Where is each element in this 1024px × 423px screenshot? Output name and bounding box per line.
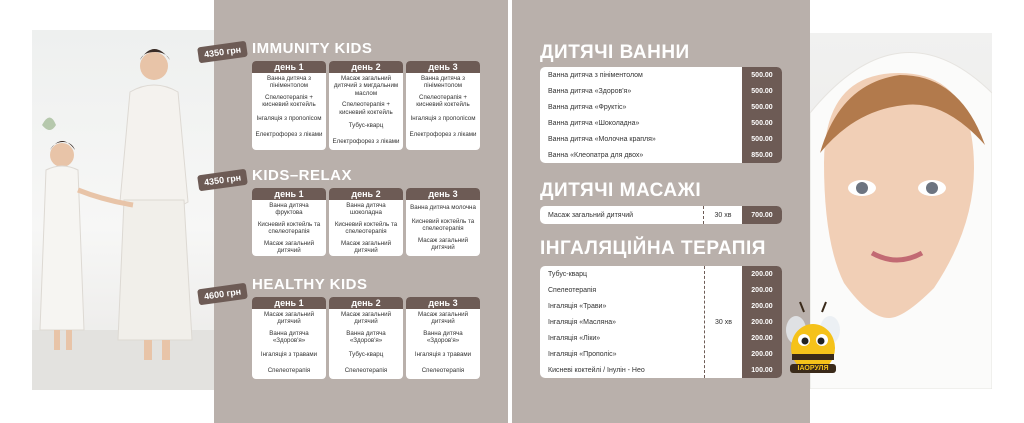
day-item: Ванна дитяча фруктова — [269, 202, 309, 217]
mascot-label: ІАОРУЛЯ — [790, 364, 836, 373]
day-item: Масаж загальний дитячий — [340, 239, 392, 255]
immunity-days — [252, 61, 480, 150]
price-row — [540, 314, 704, 330]
day-item: Інгаляція з прополісом — [410, 114, 476, 122]
day-label: день 2 — [329, 188, 403, 200]
price-row — [742, 346, 782, 362]
service-name: Спелеотерапія — [548, 286, 597, 294]
day-item: Спелеотерапія + кисневий коктейль — [339, 101, 393, 116]
service-name: Ванна дитяча «Фруктіс» — [548, 103, 627, 111]
mother-child-photo — [32, 30, 214, 390]
service-name: Ванна дитяча «Здоров'я» — [548, 87, 632, 95]
service-name: Ванна «Клеопатра для двох» — [548, 151, 644, 159]
price-row — [540, 131, 782, 147]
price-row — [540, 67, 782, 83]
baths-title: ДИТЯЧІ ВАННИ — [540, 42, 690, 63]
service-name: Інгаляція «Трави» — [548, 302, 607, 310]
day-item: Інгаляція з прополісом — [256, 114, 322, 122]
price-row — [540, 330, 704, 346]
price-row — [540, 362, 704, 378]
day-item: Тубус-кварц — [348, 350, 384, 358]
price-row — [540, 282, 704, 298]
day-item: Масаж загальний дитячий — [417, 311, 469, 326]
price-row — [742, 266, 782, 282]
healthy-days — [252, 297, 480, 379]
day-item: Спелеотерапія — [267, 366, 311, 374]
day-item: Інгаляція з травами — [414, 350, 472, 358]
bee-mascot — [784, 298, 842, 388]
service-duration: 30 хв — [714, 211, 732, 219]
service-name: Масаж загальний дитячий — [548, 211, 634, 219]
price-row — [540, 83, 782, 99]
day-item: Спелеотерапія + кисневий коктейль — [262, 93, 316, 109]
relax-day-2 — [329, 188, 403, 256]
relax-days — [252, 188, 480, 256]
service-name: Інгаляція «Ліки» — [548, 334, 601, 342]
relax-title: KIDS–RELAX — [252, 167, 353, 184]
service-price: 700.00 — [742, 206, 782, 224]
price-row — [540, 346, 704, 362]
service-price: 500.00 — [742, 67, 782, 83]
relax-day-1 — [252, 188, 326, 256]
price-row — [742, 282, 782, 298]
service-price: 500.00 — [742, 115, 782, 131]
price-row — [540, 298, 704, 314]
price-row — [742, 314, 782, 330]
price-row — [742, 330, 782, 346]
price-row — [742, 298, 782, 314]
day-label: день 3 — [406, 61, 480, 73]
service-price: 200.00 — [742, 298, 782, 314]
day-item: Масаж загальний дитячий — [417, 236, 469, 252]
massage-title: ДИТЯЧІ МАСАЖІ — [540, 180, 702, 201]
day-item: Спелеотерапія — [421, 366, 465, 374]
healthy-day-3 — [406, 297, 480, 379]
price-row — [540, 147, 782, 163]
day-item: Спелеотерапія — [344, 366, 388, 374]
massage-list — [540, 206, 782, 224]
service-name: Інгаляція «Масляна» — [548, 318, 617, 326]
day-item: Ванна дитяча «Здоров'я» — [423, 329, 463, 345]
price-row — [540, 266, 704, 282]
inhalation-duration: 30 хв — [704, 266, 742, 378]
day-item: Ванна дитяча молочна — [410, 204, 476, 212]
service-name: Ванна дитяча з пініментолом — [548, 71, 643, 79]
price-row — [742, 362, 782, 378]
service-name: Ванна дитяча «Шоколадна» — [548, 119, 640, 127]
mother-child-illustration — [32, 30, 214, 390]
day-item: Кисневий коктейль та спелеотерапія — [411, 218, 475, 233]
day-label: день 3 — [406, 188, 480, 200]
day-label: день 2 — [329, 297, 403, 309]
day-item: Інгаляція з травами — [260, 350, 318, 358]
inhalation-list — [540, 266, 782, 378]
service-price: 100.00 — [742, 362, 782, 378]
price-row — [540, 99, 782, 115]
day-label: день 1 — [252, 61, 326, 73]
healthy-price-tag: 4600 грн — [197, 283, 248, 306]
immunity-day-1 — [252, 61, 326, 150]
healthy-day-1 — [252, 297, 326, 379]
service-name: Ванна дитяча «Молочна крапля» — [548, 135, 656, 143]
service-price: 200.00 — [742, 282, 782, 298]
service-price: 200.00 — [742, 346, 782, 362]
immunity-day-3 — [406, 61, 480, 150]
day-label: день 1 — [252, 188, 326, 200]
day-item: Ванна дитяча «Здоров'я» — [346, 329, 386, 345]
day-label: день 2 — [329, 61, 403, 73]
service-price: 200.00 — [742, 330, 782, 346]
day-item: Ванна дитяча з пініментолом — [420, 75, 466, 90]
day-item: Електрофорез з ліками — [409, 130, 477, 138]
day-label: день 1 — [252, 297, 326, 309]
immunity-day-2 — [329, 61, 403, 150]
service-price: 200.00 — [742, 266, 782, 282]
service-name: Інгаляція «Прополіс» — [548, 350, 617, 358]
baths-list — [540, 67, 782, 163]
service-name: Кисневі коктейлі / Інулін - Нео — [548, 366, 645, 374]
day-item: Електрофорез з ліками — [255, 130, 323, 138]
service-price: 500.00 — [742, 83, 782, 99]
price-row — [540, 115, 782, 131]
day-label: день 3 — [406, 297, 480, 309]
day-item: Кисневий коктейль та спелеотерапія — [257, 220, 321, 236]
inhalation-names — [540, 266, 704, 378]
day-item: Масаж загальний дитячий — [263, 239, 315, 255]
healthy-title: HEALTHY KIDS — [252, 276, 368, 293]
price-row — [540, 206, 782, 224]
bee-icon — [784, 298, 842, 388]
healthy-day-2 — [329, 297, 403, 379]
inhalation-title: ІНГАЛЯЦІЙНА ТЕРАПІЯ — [540, 238, 766, 259]
service-price: 850.00 — [742, 147, 782, 163]
day-item: Масаж загальний дитячий — [263, 311, 315, 326]
day-item: Ванна дитяча «Здоров'я» — [269, 329, 309, 345]
service-price: 500.00 — [742, 131, 782, 147]
service-name: Тубус-кварц — [548, 270, 588, 278]
day-item: Електрофорез з ліками — [332, 138, 400, 146]
relax-price-tag: 4350 грн — [197, 169, 248, 192]
relax-day-3 — [406, 188, 480, 256]
day-item: Тубус-кварц — [348, 122, 384, 130]
immunity-title: IMMUNITY KIDS — [252, 40, 373, 57]
day-item: Масаж загальний дитячий з мигдальним маслом — [333, 75, 399, 97]
day-item: Спелеотерапія + кисневий коктейль — [416, 93, 470, 109]
immunity-price-tag: 4350 грн — [197, 41, 248, 64]
day-item: Ванна дитяча з пініментолом — [266, 75, 312, 90]
service-price: 500.00 — [742, 99, 782, 115]
inhalation-prices — [742, 266, 782, 378]
day-item: Масаж загальний дитячий — [340, 311, 392, 326]
service-price: 200.00 — [742, 314, 782, 330]
day-item: Кисневий коктейль та спелеотерапія — [334, 220, 398, 236]
day-item: Ванна дитяча шоколадна — [346, 202, 386, 217]
